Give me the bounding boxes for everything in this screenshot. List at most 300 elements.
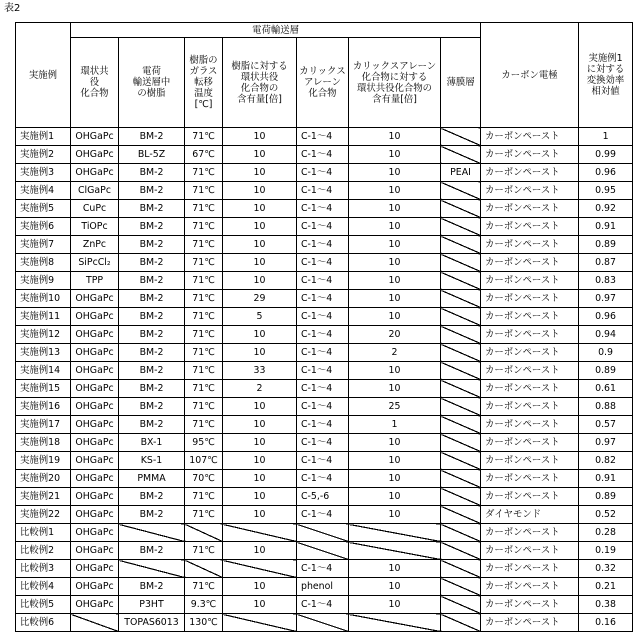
cell-resin	[119, 560, 185, 578]
cell-content-vs-calixarene: 25	[349, 398, 441, 416]
cell-example: 実施例5	[16, 200, 71, 218]
cell-thin-film-layer	[441, 236, 481, 254]
cell-carbon-electrode: カーボンペースト	[481, 272, 579, 290]
table-row	[16, 200, 633, 218]
cell-example: 実施例2	[16, 146, 71, 164]
cell-calixarene: C-1～4	[297, 326, 349, 344]
cell-resin: BM-2	[119, 416, 185, 434]
cell-glass-transition: 71℃	[185, 542, 223, 560]
cell-carbon-electrode: カーボンペースト	[481, 218, 579, 236]
cell-glass-transition: 71℃	[185, 416, 223, 434]
cell-thin-film-layer	[441, 524, 481, 542]
cell-carbon-electrode: カーボンペースト	[481, 164, 579, 182]
table-row	[16, 146, 633, 164]
cell-cyclic-compound: TiOPc	[71, 218, 119, 236]
cell-glass-transition: 71℃	[185, 128, 223, 146]
cell-cyclic-compound	[71, 614, 119, 632]
cell-content-vs-calixarene: 10	[349, 578, 441, 596]
cell-relative-efficiency: 0.95	[579, 182, 633, 200]
cell-thin-film-layer	[441, 506, 481, 524]
cell-content-vs-resin: 29	[223, 290, 297, 308]
cell-relative-efficiency: 0.21	[579, 578, 633, 596]
table-row	[16, 254, 633, 272]
cell-content-vs-calixarene: 10	[349, 128, 441, 146]
cell-content-vs-calixarene: 10	[349, 560, 441, 578]
cell-calixarene: C-1～4	[297, 380, 349, 398]
cell-carbon-electrode: カーボンペースト	[481, 290, 579, 308]
table-row	[16, 236, 633, 254]
table-row	[16, 614, 633, 632]
cell-content-vs-resin	[223, 524, 297, 542]
cell-glass-transition: 71℃	[185, 218, 223, 236]
cell-carbon-electrode: ダイヤモンド	[481, 506, 579, 524]
cell-carbon-electrode: カーボンペースト	[481, 470, 579, 488]
cell-calixarene: C-1～4	[297, 254, 349, 272]
cell-content-vs-resin: 10	[223, 542, 297, 560]
cell-glass-transition: 71℃	[185, 236, 223, 254]
table-row	[16, 290, 633, 308]
cell-cyclic-compound: OHGaPc	[71, 434, 119, 452]
cell-cyclic-compound: OHGaPc	[71, 380, 119, 398]
table-row	[16, 164, 633, 182]
cell-calixarene: C-1～4	[297, 128, 349, 146]
cell-thin-film-layer	[441, 542, 481, 560]
cell-example: 実施例6	[16, 218, 71, 236]
header-thin-film-layer: 薄膜層	[441, 38, 481, 128]
table-row	[16, 344, 633, 362]
cell-relative-efficiency: 0.96	[579, 164, 633, 182]
header-content-vs-calixarene: カリックスアレーン 化合物に対する 環状共役化合物の 含有量[倍]	[349, 38, 441, 128]
cell-relative-efficiency: 0.96	[579, 308, 633, 326]
cell-relative-efficiency: 0.92	[579, 200, 633, 218]
cell-content-vs-calixarene: 10	[349, 200, 441, 218]
cell-relative-efficiency: 0.89	[579, 236, 633, 254]
cell-thin-film-layer	[441, 218, 481, 236]
cell-content-vs-resin: 10	[223, 344, 297, 362]
header-relative-efficiency: 実施例1 に対する 変換効率 相対値	[579, 23, 633, 128]
cell-glass-transition: 71℃	[185, 272, 223, 290]
cell-calixarene: C-5,-6	[297, 488, 349, 506]
cell-example: 実施例3	[16, 164, 71, 182]
cell-content-vs-resin: 33	[223, 362, 297, 380]
cell-thin-film-layer	[441, 452, 481, 470]
cell-example: 実施例21	[16, 488, 71, 506]
cell-relative-efficiency: 0.9	[579, 344, 633, 362]
cell-resin: BM-2	[119, 380, 185, 398]
table-row	[16, 218, 633, 236]
cell-content-vs-resin: 10	[223, 146, 297, 164]
cell-example: 実施例20	[16, 470, 71, 488]
cell-content-vs-resin: 10	[223, 200, 297, 218]
cell-calixarene: phenol	[297, 578, 349, 596]
cell-cyclic-compound: OHGaPc	[71, 326, 119, 344]
cell-example: 実施例9	[16, 272, 71, 290]
cell-glass-transition: 71℃	[185, 506, 223, 524]
cell-carbon-electrode: カーボンペースト	[481, 452, 579, 470]
cell-thin-film-layer	[441, 398, 481, 416]
cell-content-vs-calixarene: 10	[349, 470, 441, 488]
cell-carbon-electrode: カーボンペースト	[481, 398, 579, 416]
cell-example: 比較例3	[16, 560, 71, 578]
cell-content-vs-resin: 10	[223, 326, 297, 344]
cell-relative-efficiency: 0.87	[579, 254, 633, 272]
cell-relative-efficiency: 0.97	[579, 434, 633, 452]
cell-calixarene: C-1～4	[297, 290, 349, 308]
cell-carbon-electrode: カーボンペースト	[481, 542, 579, 560]
cell-cyclic-compound: OHGaPc	[71, 290, 119, 308]
cell-calixarene: C-1～4	[297, 596, 349, 614]
cell-relative-efficiency: 0.83	[579, 272, 633, 290]
cell-carbon-electrode: カーボンペースト	[481, 578, 579, 596]
cell-thin-film-layer	[441, 362, 481, 380]
results-table	[15, 22, 633, 632]
header-glass-transition: 樹脂の ガラス 転移 温度 [℃]	[185, 38, 223, 128]
table-row	[16, 506, 633, 524]
cell-glass-transition: 9.3℃	[185, 596, 223, 614]
cell-glass-transition	[185, 560, 223, 578]
cell-example: 実施例22	[16, 506, 71, 524]
cell-content-vs-calixarene: 10	[349, 452, 441, 470]
cell-relative-efficiency: 0.32	[579, 560, 633, 578]
cell-resin: BM-2	[119, 290, 185, 308]
cell-content-vs-resin: 10	[223, 272, 297, 290]
cell-cyclic-compound: OHGaPc	[71, 416, 119, 434]
cell-relative-efficiency: 0.38	[579, 596, 633, 614]
cell-thin-film-layer	[441, 434, 481, 452]
cell-glass-transition: 130℃	[185, 614, 223, 632]
cell-carbon-electrode: カーボンペースト	[481, 362, 579, 380]
cell-calixarene: C-1～4	[297, 398, 349, 416]
cell-resin: BM-2	[119, 182, 185, 200]
table-row	[16, 542, 633, 560]
cell-content-vs-calixarene	[349, 524, 441, 542]
cell-relative-efficiency: 0.19	[579, 542, 633, 560]
cell-example: 実施例18	[16, 434, 71, 452]
header-resin: 電荷 輸送層中 の樹脂	[119, 38, 185, 128]
table-row	[16, 434, 633, 452]
cell-cyclic-compound: OHGaPc	[71, 128, 119, 146]
cell-resin: BM-2	[119, 398, 185, 416]
cell-content-vs-resin: 10	[223, 254, 297, 272]
cell-example: 実施例14	[16, 362, 71, 380]
cell-thin-film-layer	[441, 596, 481, 614]
cell-resin: BM-2	[119, 272, 185, 290]
cell-content-vs-calixarene	[349, 614, 441, 632]
cell-relative-efficiency: 0.52	[579, 506, 633, 524]
cell-resin: BM-2	[119, 344, 185, 362]
cell-carbon-electrode: カーボンペースト	[481, 308, 579, 326]
cell-content-vs-resin: 10	[223, 218, 297, 236]
cell-cyclic-compound: OHGaPc	[71, 560, 119, 578]
cell-cyclic-compound: OHGaPc	[71, 596, 119, 614]
table-row	[16, 524, 633, 542]
cell-carbon-electrode: カーボンペースト	[481, 326, 579, 344]
cell-thin-film-layer	[441, 578, 481, 596]
cell-content-vs-resin: 10	[223, 236, 297, 254]
cell-resin: BM-2	[119, 254, 185, 272]
cell-carbon-electrode: カーボンペースト	[481, 236, 579, 254]
header-charge-transport-layer: 電荷輸送層	[71, 23, 481, 38]
cell-example: 実施例11	[16, 308, 71, 326]
cell-content-vs-resin: 10	[223, 398, 297, 416]
cell-thin-film-layer	[441, 488, 481, 506]
cell-content-vs-calixarene: 2	[349, 344, 441, 362]
cell-example: 実施例16	[16, 398, 71, 416]
cell-content-vs-calixarene: 10	[349, 308, 441, 326]
cell-thin-film-layer: PEAI	[441, 164, 481, 182]
cell-cyclic-compound: OHGaPc	[71, 308, 119, 326]
cell-resin: BM-2	[119, 128, 185, 146]
cell-calixarene: C-1～4	[297, 164, 349, 182]
cell-thin-film-layer	[441, 254, 481, 272]
cell-carbon-electrode: カーボンペースト	[481, 614, 579, 632]
cell-relative-efficiency: 0.94	[579, 326, 633, 344]
cell-glass-transition: 71℃	[185, 326, 223, 344]
cell-relative-efficiency: 0.57	[579, 416, 633, 434]
cell-content-vs-resin	[223, 560, 297, 578]
cell-relative-efficiency: 0.99	[579, 146, 633, 164]
cell-cyclic-compound: OHGaPc	[71, 146, 119, 164]
cell-thin-film-layer	[441, 380, 481, 398]
table-row	[16, 272, 633, 290]
cell-calixarene: C-1～4	[297, 416, 349, 434]
cell-content-vs-calixarene: 10	[349, 362, 441, 380]
header-carbon-electrode: カーボン電極	[481, 23, 579, 128]
cell-example: 実施例10	[16, 290, 71, 308]
table-row	[16, 362, 633, 380]
cell-calixarene: C-1～4	[297, 560, 349, 578]
table-body	[16, 128, 633, 632]
cell-example: 実施例7	[16, 236, 71, 254]
cell-example: 比較例2	[16, 542, 71, 560]
cell-content-vs-resin	[223, 614, 297, 632]
cell-carbon-electrode: カーボンペースト	[481, 524, 579, 542]
cell-cyclic-compound: OHGaPc	[71, 488, 119, 506]
cell-example: 比較例1	[16, 524, 71, 542]
cell-calixarene: C-1～4	[297, 236, 349, 254]
cell-calixarene: C-1～4	[297, 182, 349, 200]
cell-resin: P3HT	[119, 596, 185, 614]
cell-relative-efficiency: 0.28	[579, 524, 633, 542]
cell-carbon-electrode: カーボンペースト	[481, 254, 579, 272]
table-row	[16, 308, 633, 326]
cell-glass-transition: 71℃	[185, 362, 223, 380]
cell-cyclic-compound: OHGaPc	[71, 542, 119, 560]
cell-cyclic-compound: OHGaPc	[71, 578, 119, 596]
cell-cyclic-compound: CuPc	[71, 200, 119, 218]
header-content-vs-resin: 樹脂に対する 環状共役 化合物の 含有量[倍]	[223, 38, 297, 128]
cell-content-vs-calixarene: 10	[349, 236, 441, 254]
cell-calixarene: C-1～4	[297, 308, 349, 326]
cell-cyclic-compound: SiPcCl₂	[71, 254, 119, 272]
cell-content-vs-calixarene: 10	[349, 506, 441, 524]
cell-content-vs-resin: 10	[223, 452, 297, 470]
cell-carbon-electrode: カーボンペースト	[481, 182, 579, 200]
cell-glass-transition: 71℃	[185, 398, 223, 416]
cell-content-vs-resin: 10	[223, 470, 297, 488]
cell-relative-efficiency: 0.91	[579, 470, 633, 488]
cell-thin-film-layer	[441, 290, 481, 308]
table-row	[16, 182, 633, 200]
cell-glass-transition: 71℃	[185, 254, 223, 272]
cell-example: 実施例19	[16, 452, 71, 470]
cell-calixarene	[297, 542, 349, 560]
cell-calixarene: C-1～4	[297, 362, 349, 380]
cell-thin-film-layer	[441, 326, 481, 344]
cell-relative-efficiency: 0.89	[579, 488, 633, 506]
table-row	[16, 398, 633, 416]
cell-cyclic-compound: OHGaPc	[71, 524, 119, 542]
cell-relative-efficiency: 0.16	[579, 614, 633, 632]
cell-thin-film-layer	[441, 146, 481, 164]
cell-example: 実施例17	[16, 416, 71, 434]
cell-relative-efficiency: 0.61	[579, 380, 633, 398]
cell-content-vs-calixarene: 10	[349, 164, 441, 182]
cell-resin: BM-2	[119, 326, 185, 344]
table-row	[16, 470, 633, 488]
cell-glass-transition: 71℃	[185, 290, 223, 308]
cell-cyclic-compound: OHGaPc	[71, 344, 119, 362]
cell-content-vs-resin: 10	[223, 596, 297, 614]
cell-relative-efficiency: 0.89	[579, 362, 633, 380]
cell-cyclic-compound: TPP	[71, 272, 119, 290]
cell-content-vs-calixarene: 10	[349, 596, 441, 614]
cell-cyclic-compound: OHGaPc	[71, 362, 119, 380]
table-row	[16, 596, 633, 614]
table-row	[16, 326, 633, 344]
cell-calixarene: C-1～4	[297, 506, 349, 524]
cell-resin: KS-1	[119, 452, 185, 470]
cell-content-vs-calixarene: 10	[349, 290, 441, 308]
cell-resin: PMMA	[119, 470, 185, 488]
cell-content-vs-calixarene: 10	[349, 146, 441, 164]
cell-content-vs-calixarene: 20	[349, 326, 441, 344]
cell-thin-film-layer	[441, 560, 481, 578]
cell-calixarene: C-1～4	[297, 344, 349, 362]
cell-thin-film-layer	[441, 128, 481, 146]
table-row	[16, 578, 633, 596]
cell-cyclic-compound: ZnPc	[71, 236, 119, 254]
cell-content-vs-calixarene: 10	[349, 218, 441, 236]
cell-example: 比較例6	[16, 614, 71, 632]
cell-content-vs-calixarene: 10	[349, 182, 441, 200]
cell-content-vs-calixarene: 10	[349, 254, 441, 272]
cell-thin-film-layer	[441, 182, 481, 200]
cell-calixarene: C-1～4	[297, 146, 349, 164]
cell-example: 比較例5	[16, 596, 71, 614]
cell-resin: BM-2	[119, 164, 185, 182]
cell-carbon-electrode: カーボンペースト	[481, 434, 579, 452]
cell-example: 実施例15	[16, 380, 71, 398]
cell-glass-transition: 71℃	[185, 308, 223, 326]
table-row	[16, 128, 633, 146]
cell-example: 比較例4	[16, 578, 71, 596]
cell-thin-film-layer	[441, 308, 481, 326]
cell-resin	[119, 524, 185, 542]
cell-carbon-electrode: カーボンペースト	[481, 596, 579, 614]
cell-example: 実施例13	[16, 344, 71, 362]
cell-glass-transition: 71℃	[185, 164, 223, 182]
cell-relative-efficiency: 0.97	[579, 290, 633, 308]
cell-glass-transition: 107℃	[185, 452, 223, 470]
cell-calixarene	[297, 524, 349, 542]
cell-cyclic-compound: OHGaPc	[71, 506, 119, 524]
cell-cyclic-compound: ClGaPc	[71, 182, 119, 200]
cell-resin: BM-2	[119, 218, 185, 236]
cell-relative-efficiency: 0.82	[579, 452, 633, 470]
cell-glass-transition	[185, 524, 223, 542]
cell-example: 実施例12	[16, 326, 71, 344]
cell-glass-transition: 71℃	[185, 488, 223, 506]
cell-resin: BL-5Z	[119, 146, 185, 164]
table-row	[16, 488, 633, 506]
cell-relative-efficiency: 0.88	[579, 398, 633, 416]
cell-cyclic-compound: OHGaPc	[71, 164, 119, 182]
cell-glass-transition: 71℃	[185, 380, 223, 398]
cell-thin-film-layer	[441, 416, 481, 434]
table-caption: 表2	[4, 3, 20, 15]
header-calixarene: カリックス アレーン 化合物	[297, 38, 349, 128]
cell-content-vs-resin: 2	[223, 380, 297, 398]
cell-carbon-electrode: カーボンペースト	[481, 146, 579, 164]
header-cyclic-compound: 環状共 役 化合物	[71, 38, 119, 128]
cell-thin-film-layer	[441, 470, 481, 488]
cell-carbon-electrode: カーボンペースト	[481, 488, 579, 506]
cell-content-vs-resin: 10	[223, 434, 297, 452]
cell-resin: BM-2	[119, 488, 185, 506]
cell-glass-transition: 70℃	[185, 470, 223, 488]
cell-calixarene	[297, 614, 349, 632]
cell-content-vs-calixarene: 1	[349, 416, 441, 434]
cell-carbon-electrode: カーボンペースト	[481, 380, 579, 398]
cell-calixarene: C-1～4	[297, 272, 349, 290]
cell-resin: BM-2	[119, 200, 185, 218]
table-row	[16, 560, 633, 578]
table-row	[16, 452, 633, 470]
cell-glass-transition: 71℃	[185, 200, 223, 218]
cell-calixarene: C-1～4	[297, 200, 349, 218]
cell-glass-transition: 71℃	[185, 182, 223, 200]
cell-resin: TOPAS6013	[119, 614, 185, 632]
cell-resin: BM-2	[119, 308, 185, 326]
cell-thin-film-layer	[441, 272, 481, 290]
cell-cyclic-compound: OHGaPc	[71, 452, 119, 470]
table-row	[16, 416, 633, 434]
cell-relative-efficiency: 1	[579, 128, 633, 146]
cell-cyclic-compound: OHGaPc	[71, 470, 119, 488]
cell-glass-transition: 95℃	[185, 434, 223, 452]
cell-glass-transition: 71℃	[185, 578, 223, 596]
cell-calixarene: C-1～4	[297, 434, 349, 452]
cell-content-vs-calixarene: 10	[349, 380, 441, 398]
cell-content-vs-resin: 10	[223, 182, 297, 200]
cell-carbon-electrode: カーボンペースト	[481, 128, 579, 146]
cell-content-vs-resin: 10	[223, 578, 297, 596]
cell-glass-transition: 71℃	[185, 344, 223, 362]
cell-content-vs-calixarene: 10	[349, 434, 441, 452]
cell-content-vs-calixarene: 10	[349, 488, 441, 506]
cell-content-vs-resin: 5	[223, 308, 297, 326]
header-example: 実施例	[16, 23, 71, 128]
cell-glass-transition: 67℃	[185, 146, 223, 164]
cell-resin: BM-2	[119, 506, 185, 524]
cell-calixarene: C-1～4	[297, 452, 349, 470]
cell-resin: BM-2	[119, 236, 185, 254]
cell-content-vs-resin: 10	[223, 164, 297, 182]
cell-resin: BM-2	[119, 578, 185, 596]
cell-resin: BX-1	[119, 434, 185, 452]
cell-content-vs-resin: 10	[223, 488, 297, 506]
